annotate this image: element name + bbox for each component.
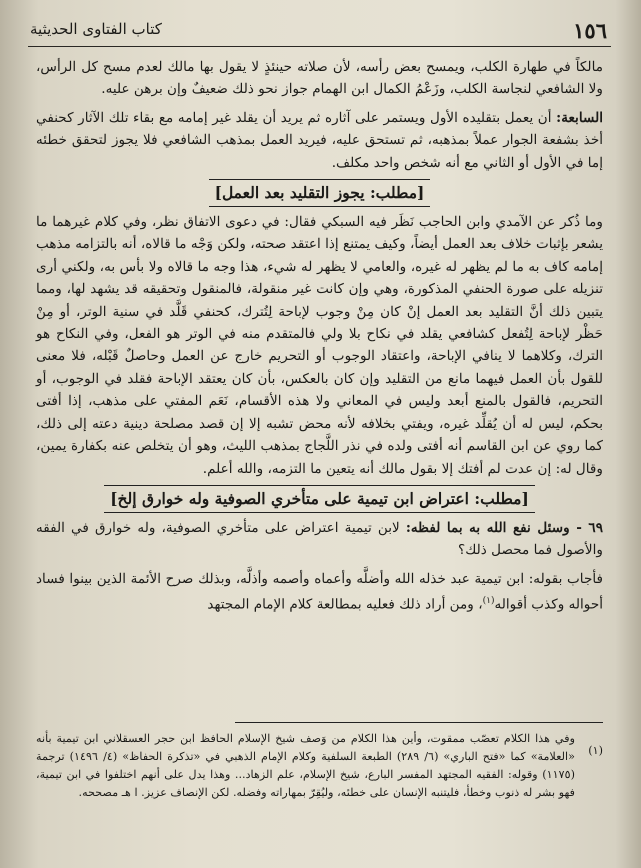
paragraph-2-lead: السابعة: — [556, 109, 604, 126]
footnote-rule — [235, 722, 603, 723]
page-number: ١٥٦ — [573, 18, 607, 43]
page-header — [30, 18, 607, 42]
paragraph-2-text: أن يعمل بتقليده الأول ويستمر على آثاره ثم يريد أن يقلد غير إمامه مع بقاء تلك الآثار كحنفي أخذ بشفعة الجوار عملاً بمذهبه، ثم تستحق عليه، فيريد العمل بمذهب الشافعي فلا يجوز لتحقق خطئه إما في الأول أو الثاني مع أنه شخص واحد مكلف. — [36, 109, 603, 171]
footnote-marker: (١) — [482, 596, 495, 607]
main-text — [36, 56, 603, 616]
answer-text-end: ، ومن أراد ذلك فعليه بمطالعة كلام الإمام المجتهد — [207, 596, 483, 613]
paragraph-1: مالكاً في طهارة الكلب، ويمسح بعض رأسه، لأن صلاته حينئذٍ لا يقول بها مالك لعدم مسح كل الرأس، ولا الشافعي لنجاسة الكلب، وزَعْمُ الكمال ابن الهمام جواز نحو ذلك ضعيفٌ وإن برهن عليه. — [36, 59, 603, 98]
section-heading-2 — [36, 485, 603, 513]
paragraph-4 — [36, 517, 603, 562]
answer-text-start: فأجاب بقوله: ابن تيمية عبد خذله الله وأضلَّه وأعماه وأصمه وأذلَّه، وبذلك صرح الأئمة الذين بينوا فساد أحواله وكذب أقواله — [36, 570, 603, 613]
section-heading-2-text: [مطلب: اعتراض ابن تيمية على متأخري الصوفية وله خوارق إلخ] — [104, 485, 535, 513]
footnote-1-text: وفي هذا الكلام تعصّب ممقوت، وأين هذا الكلام من وَصف شيخ الإسلام الحافظ ابن حجر العسقلاني ابن تيمية بأنه «العلامة» كما «فتح الباري» (٦/ ٢٨٩) الطبعة السلفية وكلام الإمام الذهبي في «تذكرة الحفاظ» (٤/ ١٤٩٦) ترجمة (١١٧٥) وقوله: الفقيه المجتهد المفسر البارع، شيخ الإسلام، علم الزهاد... وهذا يدل على أنهم اختلفوا في ابن تيمية، فهو بشر له ذنوب وخطأ، فليتنبه الإنسان على خطئه، وليُقِرّ بمهاراته وفضله. لكن الإنصاف عزيز. ا هـ مصححه. — [36, 732, 575, 799]
paragraph-5 — [36, 568, 603, 616]
footnote-1-number: (١) — [588, 744, 603, 757]
footnote-1 — [36, 730, 603, 802]
header-rule — [28, 46, 611, 47]
running-title: كتاب الفتاوى الحديثية — [30, 20, 162, 38]
question-lead: ٦٩ - وسئل نفع الله به بما لفظه: — [405, 519, 603, 536]
paragraph-2 — [36, 107, 603, 174]
paragraph-3: وما ذُكر عن الآمدي وابن الحاجب نَظَر فيه السبكي فقال: في دعوى الاتفاق نظر، وفي كلام غيرهما ما يشعر بإثبات خلاف بعد العمل أيضاً، وكيف يمتنع إذا اعتقد صحته، ولكن وَجْه ما قالاه، أنه بالتزامه مذهب إمامه كاف به ما لم يظهر له غيره، والعامي لا يظهر له شيء، هذا وجه ما قالاه ولا بأس به، ولكني أرى تنزيله على صورة الحنفي المذكورة، وهي وإن كانت غير منقولة، فالمنقول وتحقيقه قد يشهد لها، ومما يتبين ذلك أنَّ التقليد بعد العمل إنْ كان مِنْ وجوب لإباحة لِتُترك، كحنفي قَلَّد في سنية الوتر، أو مِنْ حَظْر لإباحة لِتُفعل كشافعي يقلد في نكاح بلا ولي فالمتقدم منه في الوتر هو الفعل، وفي النكاح هو الترك، وكلاهما لا ينافي الإباحة، واعتقاد الوجوب أو التحريم خارج عن العمل وحاصلٌ قَبْله، فلا معنى للقول بأن العمل فيهما مانع من التقليد وإن كان بالعكس، بأن كان يعتقد الإباحة فقلد في الوجوب، أو التحريم، فالقول بالمنع أبعد وليس في المعاني ولا هذه الأقسام، نَعَم المفتي على مذهب، إذا أفتى بحكم، ليس له أن يُقلِّد غيره، ويفتي بخلافه لأنه محض تشبه إلا إن قصد مصلحة دينية دعته إلى ذلك، كما روي عن ابن القاسم أنه أفتى ولده في نذر اللَّجاج بمذهب الليث، وهو أن يتخلص عنه بكفارة يمين، وقال له: إن عدت لم أفتك إلا بقول مالك أنه يتعين ما التزمه، والله أعلم. — [36, 214, 603, 477]
question-text: لابن تيمية اعتراض على متأخري الصوفية، وله خوارق في الفقه والأصول فما محصل ذلك؟ — [36, 519, 603, 559]
section-heading-1-text: [مطلب: يجوز التقليد بعد العمل] — [209, 179, 431, 207]
section-heading-1 — [36, 179, 603, 207]
footnotes — [36, 730, 603, 802]
